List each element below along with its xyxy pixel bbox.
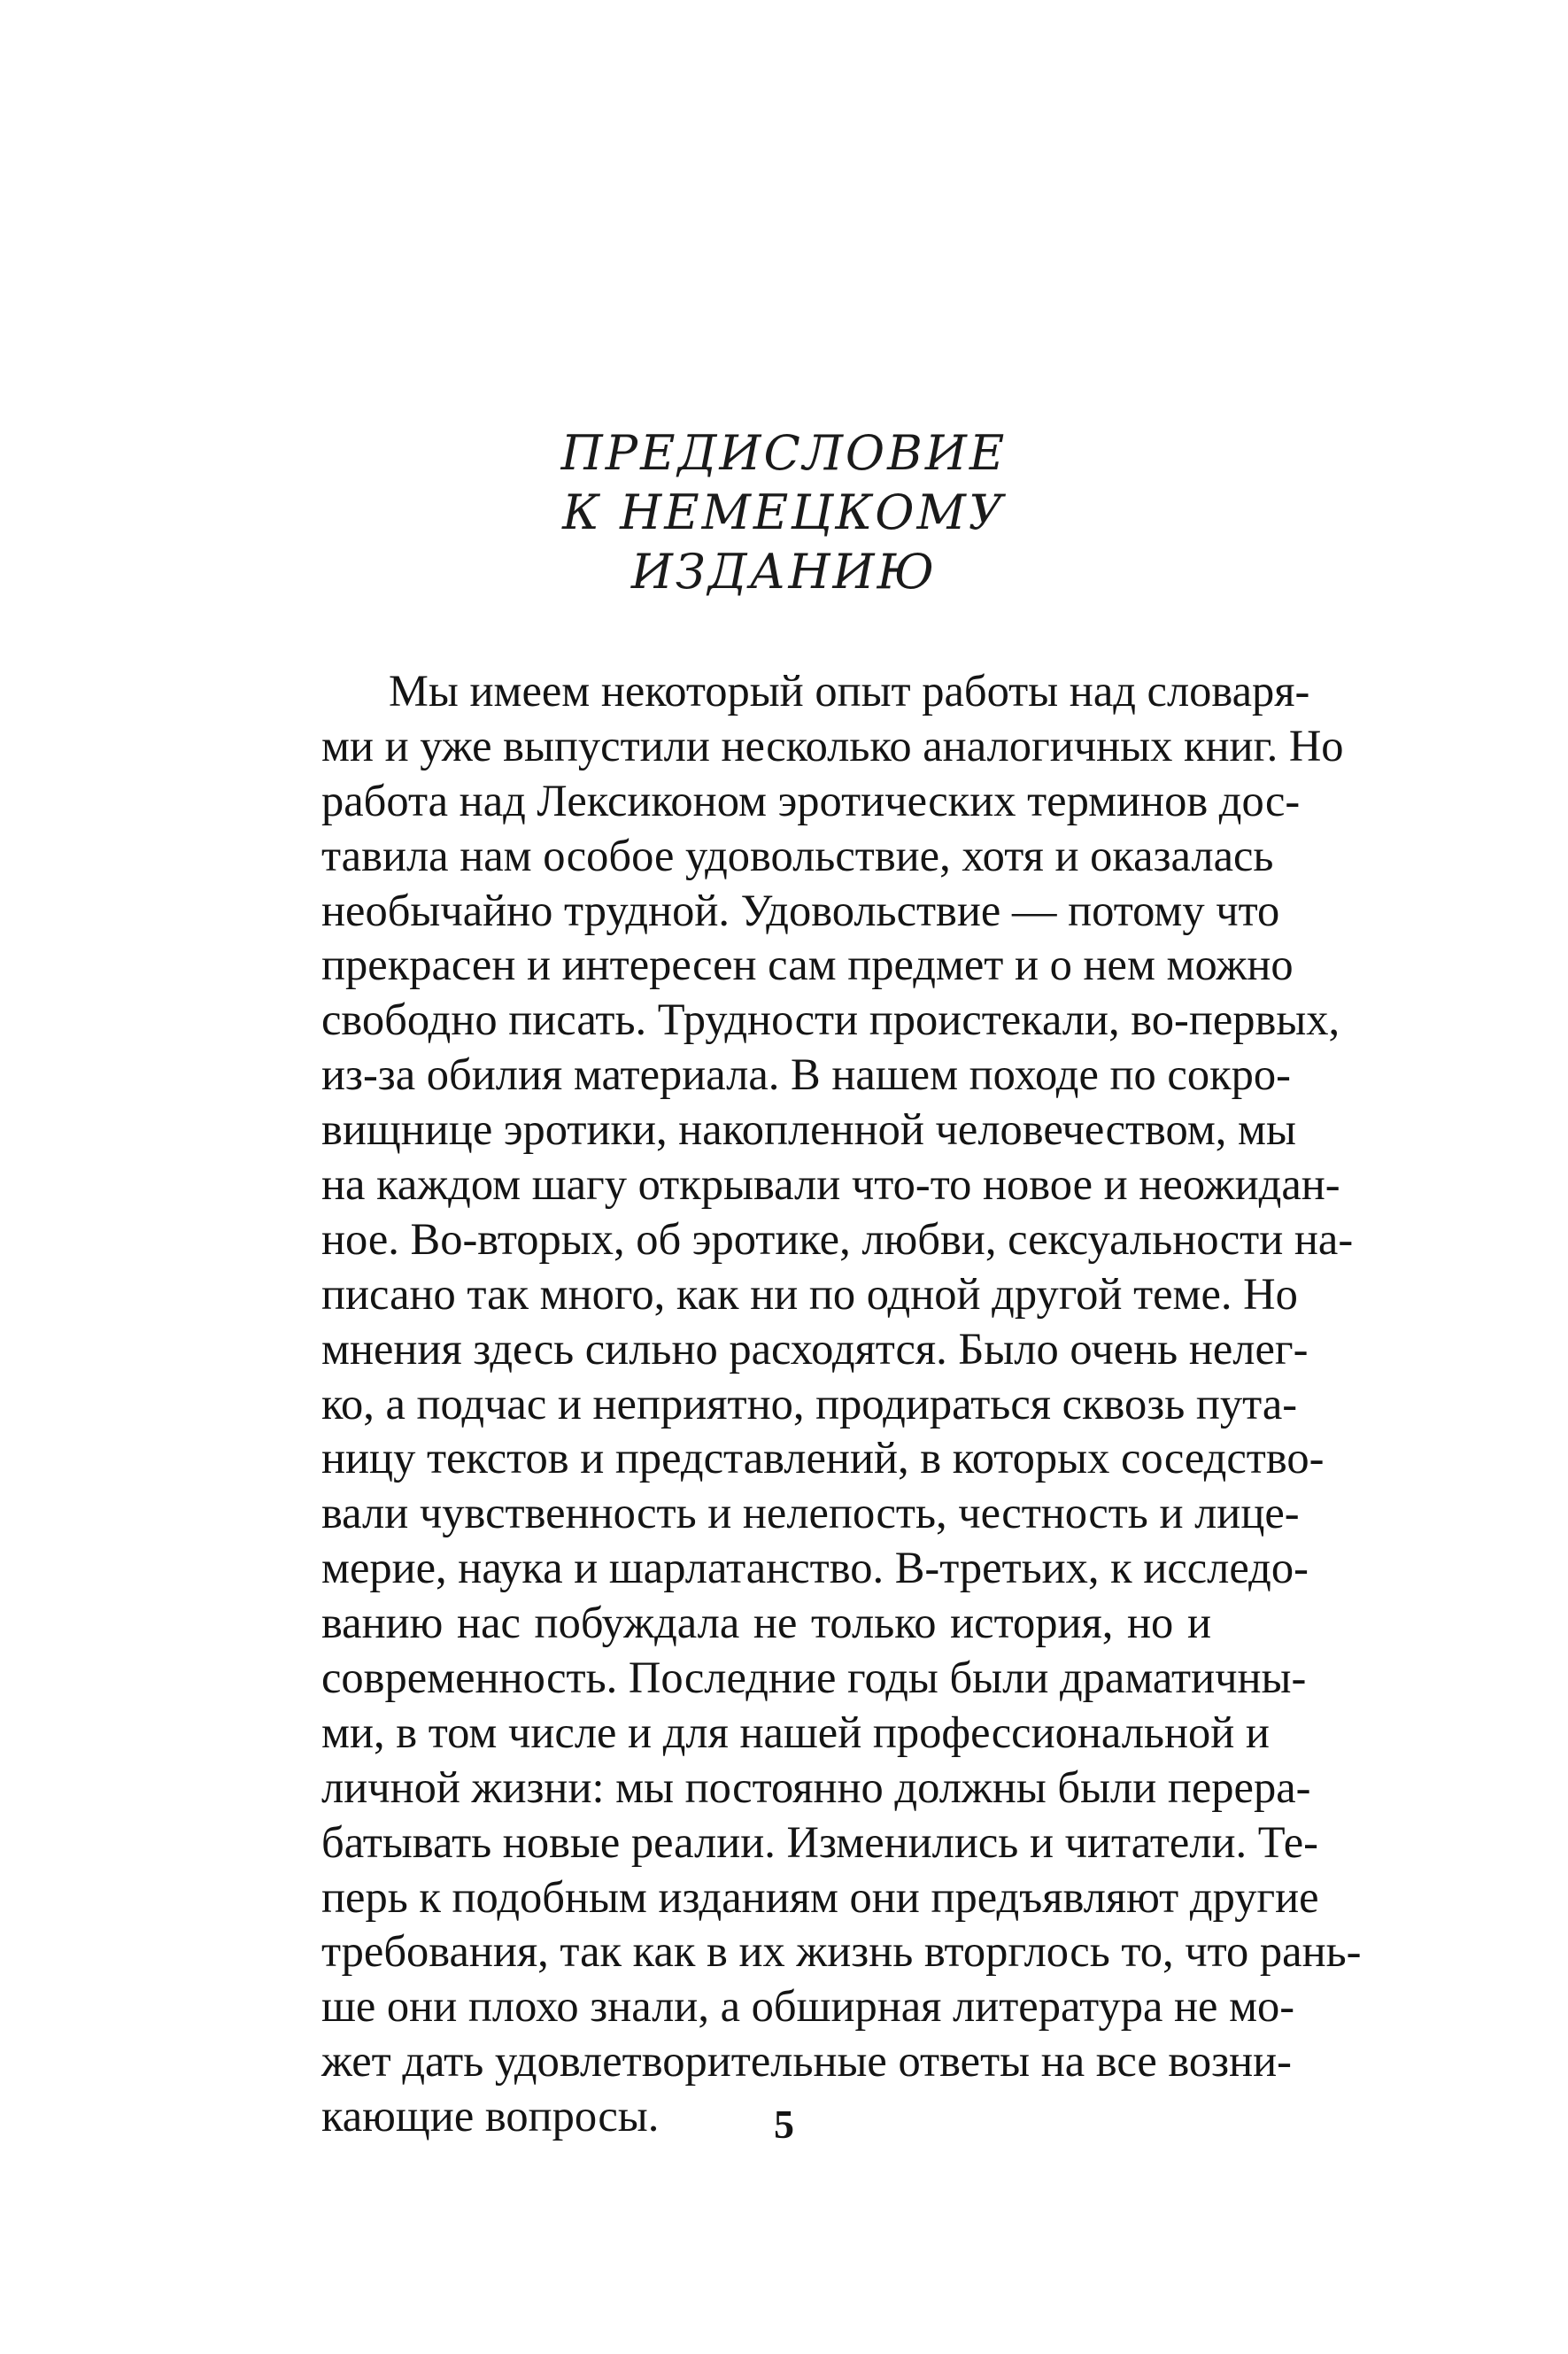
body-line: вали чувственность и нелепость, честность и лице- (321, 1488, 1300, 1538)
body-line: требования, так как в их жизнь вторглось то, что рань- (321, 1926, 1362, 1977)
body-line: ницу текстов и представлений, в которых соседство- (321, 1433, 1325, 1483)
body-line: свободно писать. Трудности проистекали, во-первых, (321, 995, 1340, 1045)
body-line: тавила нам особое удовольствие, хотя и оказалась (321, 830, 1274, 880)
body-line: ми, в том числе и для нашей профессиональной и (321, 1707, 1270, 1757)
body-line: работа над Лексиконом эротических терминов дос- (321, 775, 1301, 825)
body-line: ше они плохо знали, а обширная литература не мо- (321, 1981, 1295, 2032)
body-line: Мы имеем некоторый опыт работы над словаря- (389, 666, 1310, 716)
body-line: прекрасен и интересен сам предмет и о нем можно (321, 940, 1294, 990)
chapter-title (407, 423, 1161, 601)
body-paragraph (321, 664, 1362, 2144)
body-line: перь к подобным изданиям они предъявляют другие (321, 1871, 1319, 1922)
body-line: ванию нас побуждала не только история, но и (321, 1598, 1211, 1648)
page-number: 5 (774, 2102, 794, 2147)
body-line: вищнице эротики, накопленной человечеством, мы (321, 1104, 1296, 1155)
chapter-title-line-2: К НЕМЕЦКОМУ (562, 484, 1006, 540)
body-line: современность. Последние годы были драматичны- (321, 1653, 1307, 1703)
body-line: мерие, наука и шарлатанство. В-третьих, к исследо- (321, 1543, 1309, 1593)
body-line: батывать новые реалии. Изменились и читатели. Те- (321, 1816, 1318, 1867)
body-line: жет дать удовлетворительные ответы на все возни- (321, 2036, 1292, 2087)
chapter-title-line-1: ПРЕДИСЛОВИЕ (560, 425, 1008, 481)
body-line: кающие вопросы. (321, 2091, 660, 2141)
body-line: необычайно трудной. Удовольствие — потому что (321, 885, 1280, 935)
body-line: на каждом шагу открывали что-то новое и неожидан- (321, 1159, 1340, 1210)
body-line: ми и уже выпустили несколько аналогичных книг. Но (321, 720, 1344, 770)
body-line: писано так много, как ни по одной другой теме. Но (321, 1268, 1298, 1319)
body-line: ко, а подчас и неприятно, продираться сквозь пута- (321, 1378, 1298, 1429)
chapter-title-line-3: ИЗДАНИЮ (630, 544, 938, 600)
body-line: ное. Во-вторых, об эротике, любви, сексуальности на- (321, 1213, 1354, 1264)
body-line: мнения здесь сильно расходятся. Было очень нелег- (321, 1323, 1309, 1374)
body-line: из-за обилия материала. В нашем походе по сокро- (321, 1049, 1291, 1100)
body-line: личной жизни: мы постоянно должны были перера- (321, 1762, 1311, 1812)
